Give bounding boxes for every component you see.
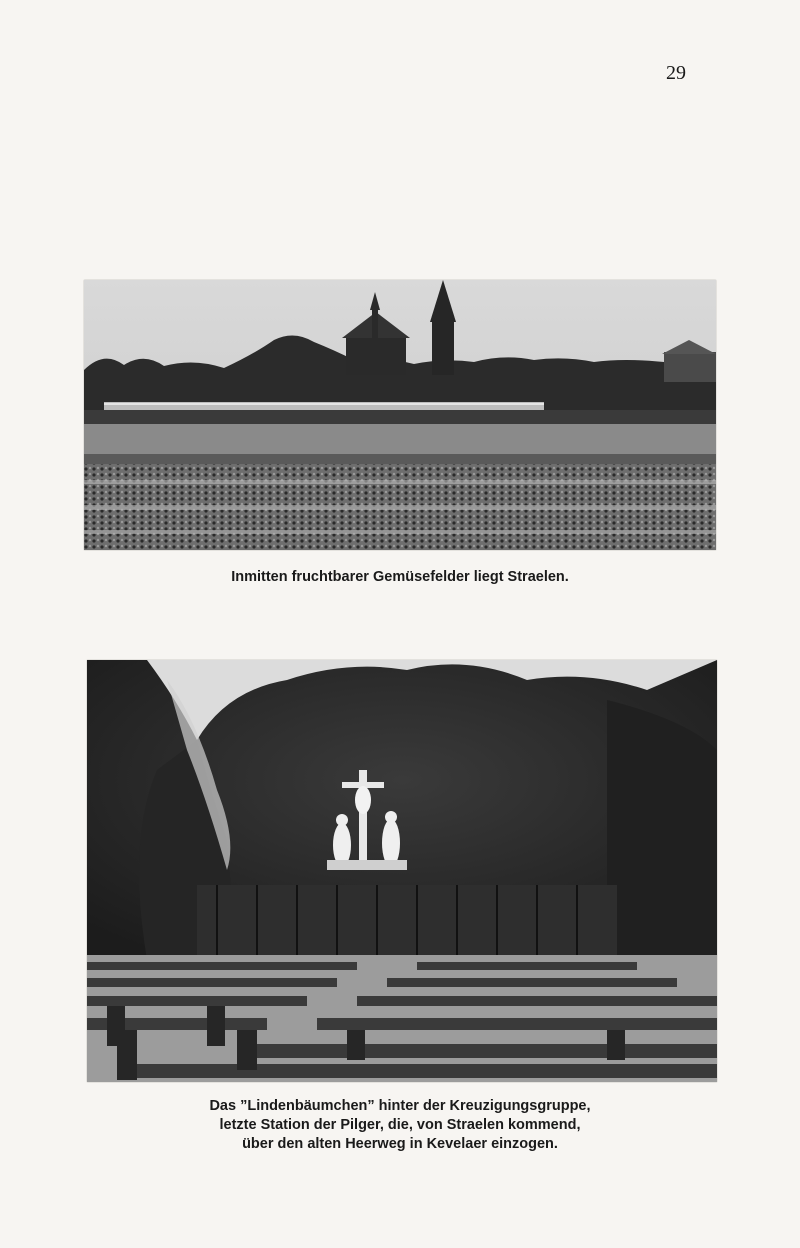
field-church-illustration [84, 280, 716, 550]
photo-field-and-church [84, 280, 716, 550]
photo-crucifixion-group-with-benches [87, 660, 717, 1082]
caption-field-and-church: Inmitten fruchtbarer Gemüsefelder liegt Straelen. [231, 569, 569, 585]
caption-line-2: letzte Station der Pilger, die, von Straelen kommend, [219, 1117, 581, 1133]
caption-crucifixion-group [84, 1097, 716, 1154]
caption-line-3: über den alten Heerweg in Kevelaer einzogen. [242, 1136, 558, 1152]
caption-line-1: Das ”Lindenbäumchen” hinter der Kreuzigungsgruppe, [209, 1098, 591, 1114]
crucifixion-benches-illustration [87, 660, 717, 1082]
page-number: 29 [666, 62, 686, 84]
